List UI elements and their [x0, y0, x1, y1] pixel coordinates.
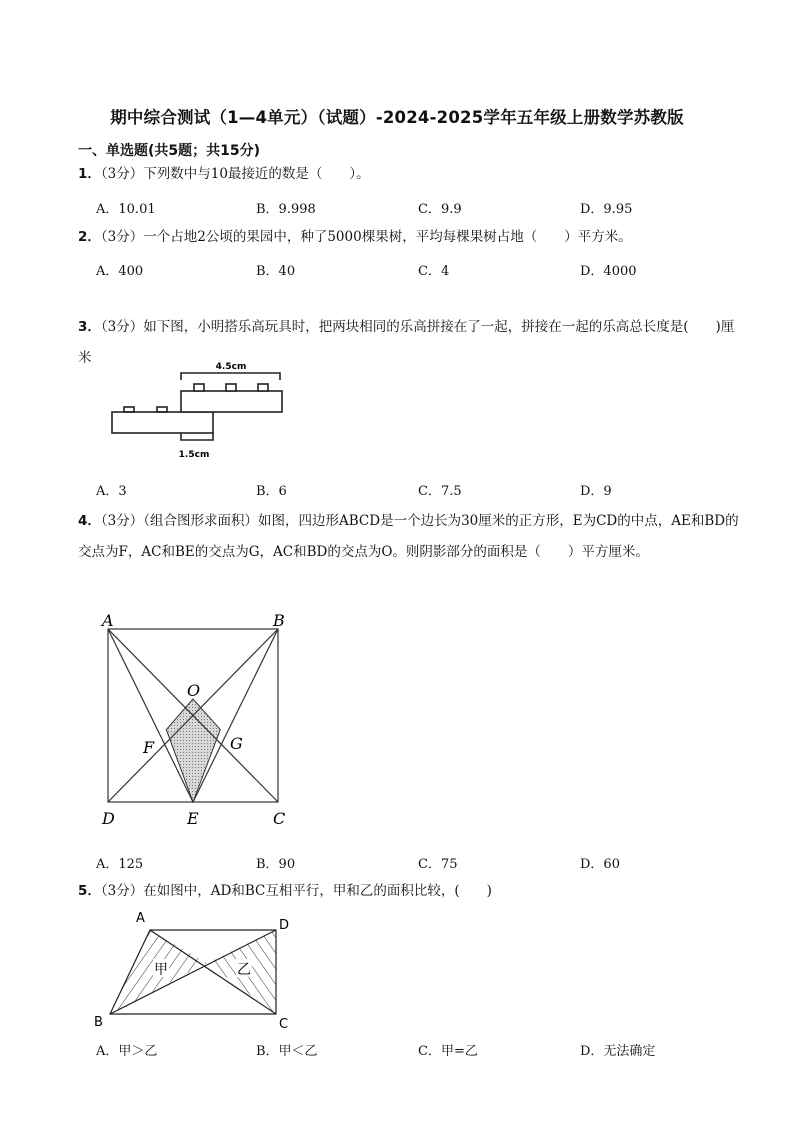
- point-label-b: B: [273, 611, 285, 630]
- point-label-d: D: [279, 918, 290, 933]
- length-bracket-bottom: [181, 433, 213, 440]
- lego-stud: [157, 407, 167, 412]
- point-label-a: A: [136, 911, 145, 926]
- length-label-bottom: 1.5cm: [178, 450, 210, 460]
- question-number: 2．: [78, 229, 101, 245]
- question-1: [78, 164, 370, 184]
- option-b[interactable]: B．9.998: [256, 202, 316, 217]
- question-number: 4．: [78, 513, 101, 529]
- option-b[interactable]: B．甲＜乙: [256, 1044, 318, 1059]
- option-a[interactable]: A．甲＞乙: [96, 1044, 158, 1059]
- question-number: 3．: [78, 319, 101, 335]
- question-number: 5．: [78, 883, 101, 899]
- option-d[interactable]: D．9.95: [580, 202, 633, 217]
- question-text: （3分）如下图，小明搭乐高玩具时，把两块相同的乐高拼接在了一起，拼接在一起的乐高总长度是( )厘米: [78, 319, 735, 366]
- lego-stud: [194, 384, 204, 391]
- question-2: [78, 227, 632, 247]
- length-label-top: 4.5cm: [215, 362, 247, 372]
- option-b[interactable]: B．40: [256, 264, 296, 279]
- lego-stud: [226, 384, 236, 391]
- square-figure: [98, 610, 298, 835]
- question-text: （3分）在如图中，AD和BC互相平行，甲和乙的面积比较，( ): [100, 883, 492, 899]
- option-a[interactable]: A．400: [96, 264, 144, 279]
- region-label-jia: 甲: [154, 962, 168, 978]
- point-label-a: A: [102, 611, 114, 630]
- option-d[interactable]: D．无法确定: [580, 1044, 656, 1059]
- point-label-e: E: [187, 809, 199, 828]
- point-label-g: G: [230, 734, 243, 753]
- option-b[interactable]: B．6: [256, 484, 287, 499]
- page-title: 期中综合测试（1—4单元）（试题）-2024-2025学年五年级上册数学苏教版: [110, 108, 684, 127]
- lego-stud: [124, 407, 134, 412]
- option-a[interactable]: A．3: [96, 484, 127, 499]
- lego-brick-upper: [181, 391, 282, 412]
- trapezoid-figure: [90, 908, 300, 1032]
- option-d[interactable]: D．4000: [580, 264, 637, 279]
- option-c[interactable]: C．甲=乙: [418, 1044, 478, 1059]
- option-a[interactable]: A．125: [96, 857, 144, 872]
- option-c[interactable]: C．9.9: [418, 202, 462, 217]
- section-heading: 一、单选题(共5题；共15分): [78, 143, 261, 159]
- point-label-b: B: [94, 1015, 103, 1030]
- lego-figure: [100, 356, 300, 464]
- point-label-d: D: [102, 809, 115, 828]
- option-c[interactable]: C．7.5: [418, 484, 462, 499]
- question-4: [78, 506, 740, 568]
- option-a[interactable]: A．10.01: [96, 202, 156, 217]
- question-text: （3分）一个占地2公顷的果园中，种了5000棵果树，平均每棵果树占地（ ）平方米。: [100, 229, 632, 245]
- option-b[interactable]: B．90: [256, 857, 296, 872]
- point-label-c: C: [273, 809, 286, 828]
- option-c[interactable]: C．75: [418, 857, 458, 872]
- question-number: 1．: [78, 166, 101, 182]
- option-d[interactable]: D．60: [580, 857, 620, 872]
- option-c[interactable]: C．4: [418, 264, 450, 279]
- question-text: （3分）下列数中与10最接近的数是（ ）。: [100, 166, 370, 182]
- lego-brick-lower: [112, 412, 213, 433]
- question-5: [78, 881, 492, 901]
- length-bracket-top: [181, 373, 280, 380]
- region-label-yi: 乙: [237, 962, 251, 978]
- point-label-o: O: [187, 681, 201, 700]
- question-text: （3分）（组合图形求面积）如图，四边形ABCD是一个边长为30厘米的正方形，E为CD的中点，AE和BD的交点为F，AC和BE的交点为G，AC和BD的交点为O。则阴影部分的面积是（ ）平方厘米。: [78, 513, 739, 560]
- lego-stud: [258, 384, 268, 391]
- point-label-c: C: [279, 1017, 289, 1032]
- option-d[interactable]: D．9: [580, 484, 612, 499]
- point-label-f: F: [143, 738, 155, 757]
